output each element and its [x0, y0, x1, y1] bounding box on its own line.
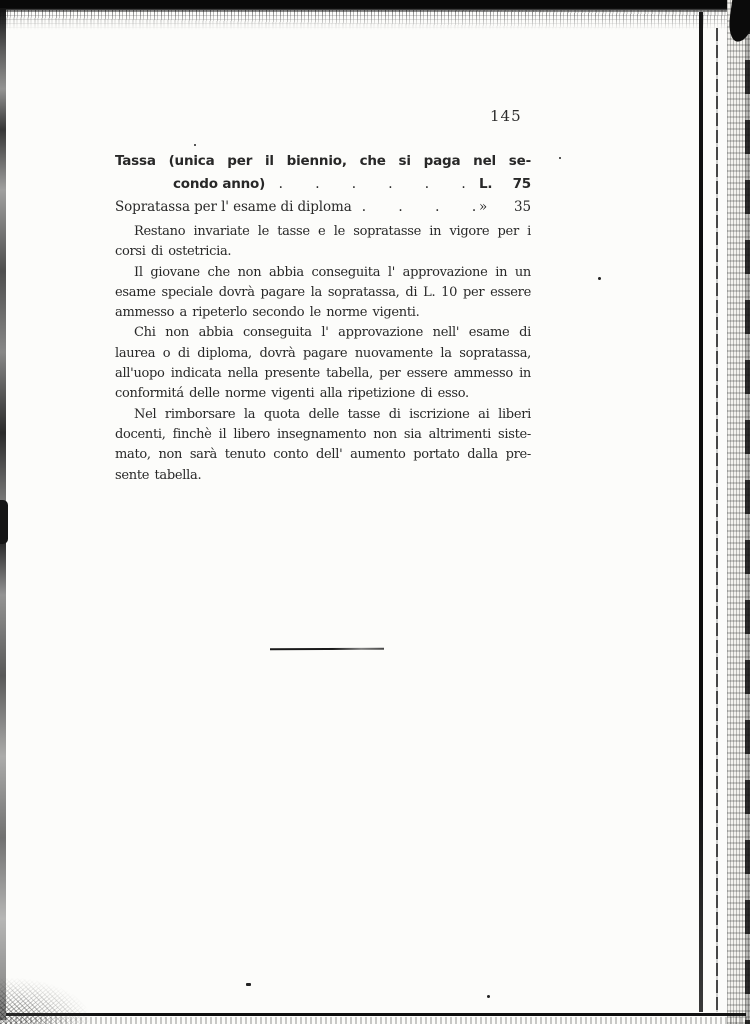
paragraph-line: conformitá delle norme vigenti alla ripetizione di esso. — [115, 386, 469, 402]
paragraph-line: Nel rimborsare la quota delle tasse di iscrizione ai liberi — [134, 406, 531, 422]
scan-bottom-border — [6, 1013, 746, 1016]
page-content — [115, 150, 531, 486]
fee-amount: 35 — [514, 199, 531, 215]
ink-speck — [559, 157, 561, 159]
ink-speck — [598, 277, 601, 280]
body-text — [115, 222, 531, 486]
paragraph-line: sente tabella. — [115, 467, 202, 483]
section-divider-rule — [270, 648, 384, 651]
dot-leader: . . . . . . — [278, 176, 466, 192]
paragraph-line: mato, non sarà tenuto conto dell' aumento portato dalla pre- — [115, 447, 531, 463]
fee-table — [115, 150, 531, 219]
paragraph-line: esame speciale dovrà pagare la sopratassa, di L. 10 per essere — [115, 284, 531, 300]
page-number: 145 — [490, 107, 522, 125]
currency-lire: L. — [479, 176, 493, 192]
scan-right-line-thin — [716, 28, 718, 1012]
fee-amount: 75 — [512, 176, 531, 192]
currency-ditto: » — [479, 199, 488, 215]
paragraph-line: ammesso a ripeterlo secondo le norme vigenti. — [115, 305, 420, 321]
dot-leader: . . . . — [361, 199, 477, 215]
scan-corner-noise — [0, 978, 90, 1024]
ink-speck — [246, 983, 251, 986]
ink-speck — [487, 995, 490, 998]
paragraph-line: corsi di ostetricia. — [115, 244, 232, 260]
fee-line-3-label: Sopratassa per l' esame di diploma — [115, 199, 352, 215]
scan-right-border — [745, 0, 750, 1024]
paragraph-line: laurea o di diploma, dovrà pagare nuovamente la sopratassa, — [115, 345, 531, 361]
paragraph-line: docenti, finchè il libero insegnamento non sia altrimenti siste- — [115, 426, 531, 442]
scan-right-line — [699, 12, 703, 1012]
fee-line-3 — [115, 196, 531, 219]
fee-line-1: Tassa (unica per il biennio, che si paga nel se- — [115, 153, 531, 169]
fee-line-2 — [115, 173, 531, 196]
paragraph-line: Il giovane che non abbia conseguita l' approvazione in un — [134, 264, 531, 280]
scan-bottom-noise — [0, 1017, 750, 1024]
scan-top-noise — [0, 10, 750, 32]
paragraph-line: Chi non abbia conseguita l' approvazione nell' esame di — [134, 325, 531, 341]
paragraph-line: Restano invariate le tasse e le sopratasse in vigore per i — [134, 224, 531, 239]
fee-line-2-label: condo anno) — [173, 176, 266, 192]
scan-left-edge-blob — [0, 500, 8, 544]
paragraph-line: all'uopo indicata nella presente tabella, per essere ammesso in — [115, 366, 531, 382]
ink-speck — [194, 144, 196, 146]
